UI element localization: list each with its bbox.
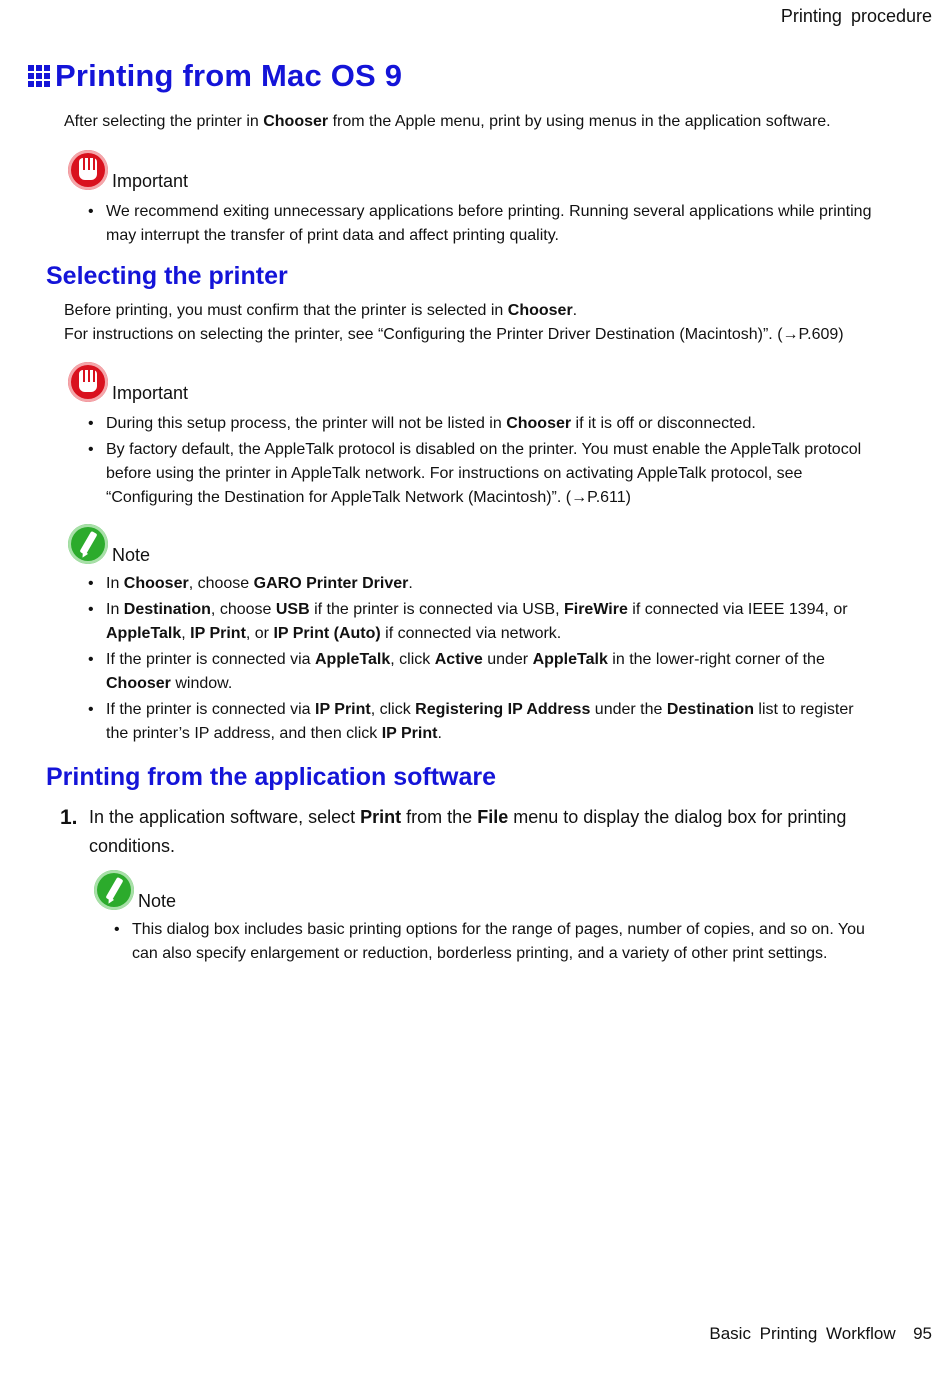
page-footer [709,1324,932,1344]
note-label: Note [138,891,177,911]
list-item: • By factory default, the AppleTalk protocol is disabled on the printer. You must enable the AppleTalk protocol before using the printer in AppleTalk network. For instructions on activating AppleTalk protocol, see “Configuring the Destination for AppleTalk Network (Macintosh)”. (→P.611) [84,438,884,510]
intro-paragraph: After selecting the printer in Chooser from the Apple menu, print by using menus in the application software. [64,113,831,130]
list-item: • This dialog box includes basic printing options for the range of pages, number of copies, and so on. You can also specify enlargement or reduction, borderless printing, and a variety of other print settings. [110,918,875,966]
list-item: • In Chooser, choose GARO Printer Driver. [84,572,874,596]
list-item: • If the printer is connected via IP Print, click Registering IP Address under the Destination list to register the printer’s IP address, and then click IP Print. [84,698,874,746]
stop-hand-icon [68,150,108,190]
section-heading-selecting-printer: Selecting the printer [46,262,288,290]
list-item: • In Destination, choose USB if the printer is connected via USB, FireWire if connected via IEEE 1394, or AppleTalk, IP Print, or IP Print (Auto) if connected via network. [84,598,874,646]
note-box [68,520,888,748]
pencil-icon [94,870,134,910]
stop-hand-icon [68,362,108,402]
list-item: • During this setup process, the printer will not be listed in Chooser if it is off or disconnected. [84,412,884,436]
selecting-paragraph: Before printing, you must confirm that the printer is selected in Chooser. For instructions on selecting the printer, see “Configuring the Printer Driver Destination (Macintosh)”. (→P.609) [64,302,844,343]
step-text: In the application software, select Print from the File menu to display the dialog box for printing conditions. [89,807,847,856]
note-box [94,866,884,968]
footer-chapter: Basic Printing Workflow [709,1324,896,1343]
important-box [68,146,888,250]
list-item: • We recommend exiting unnecessary applications before printing. Running several applications while printing may interrupt the transfer of print data and affect printing quality. [84,200,874,248]
page-number: 95 [913,1324,932,1343]
running-header: Printing procedure [780,6,932,26]
important-label: Important [112,171,189,191]
important-label: Important [112,383,189,403]
note-label: Note [112,545,151,565]
section-heading-printing-from-app: Printing from the application software [46,763,497,791]
list-item: • If the printer is connected via AppleTalk, click Active under AppleTalk in the lower-right corner of the Chooser window. [84,648,874,696]
step-1 [60,803,890,861]
pencil-icon [68,524,108,564]
grid-icon [28,65,50,87]
step-number: 1. [60,806,78,829]
page-title-text: Printing from Mac OS 9 [55,58,403,93]
page-title [28,58,402,94]
important-box [68,358,888,512]
